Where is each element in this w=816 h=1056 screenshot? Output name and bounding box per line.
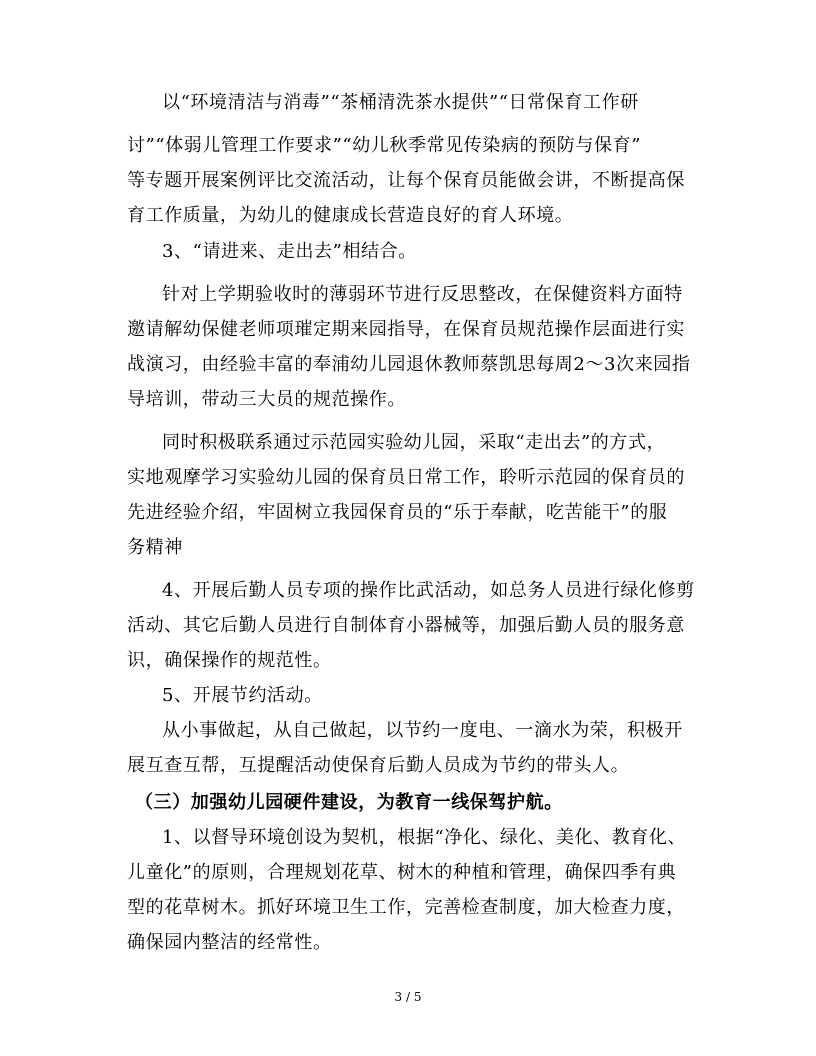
paragraph-line: 从小事做起，从自己做起，以节约一度电、一滴水为荣，积极开 (162, 720, 683, 741)
paragraph-line: 战演习，由经验丰富的奉浦幼儿园退休教师蔡凯思每周2～3次来园指 (127, 354, 691, 375)
paragraph-line: 5、开展节约活动。 (162, 685, 323, 706)
paragraph-line: 导培训，带动三大员的规范操作。 (127, 389, 406, 410)
paragraph-line: 以“环境清洁与消毒”“茶桶清洗茶水提供”“日常保育工作研 (162, 92, 639, 113)
paragraph-line: 等专题开展案例评比交流活动，让每个保育员能做会讲，不断提高保 (127, 170, 685, 191)
paragraph-line: 先进经验介绍，牢固树立我园保育员的“乐于奉献，吃苦能干”的服 (127, 502, 668, 523)
paragraph-line: 务精神 (127, 537, 183, 558)
paragraph-line: 识，确保操作的规范性。 (127, 650, 332, 671)
paragraph-line: 育工作质量，为幼儿的健康成长营造良好的育人环境。 (127, 205, 574, 226)
paragraph-line: 实地观摩学习实验幼儿园的保育员日常工作，聆听示范园的保育员的 (127, 467, 685, 488)
heading-line: （三）加强幼儿园硬件建设，为教育一线保驾护航。 (135, 792, 563, 813)
page-number: 3 / 5 (394, 990, 422, 1004)
paragraph-line: 确保园内整洁的经常性。 (127, 932, 332, 953)
paragraph-line: 4、开展后勤人员专项的操作比武活动，如总务人员进行绿化修剪 (162, 580, 695, 601)
paragraph-line: 儿童化”的原则，合理规划花草、树木的种植和管理，确保四季有典 (127, 862, 677, 883)
paragraph-line: 展互查互帮，互提醒活动使保育后勤人员成为节约的带头人。 (127, 755, 630, 776)
paragraph-line: 3、“请进来、走出去”相结合。 (162, 241, 417, 262)
paragraph-line: 讨”“体弱儿管理工作要求”“幼儿秋季常见传染病的预防与保育” (127, 135, 642, 156)
paragraph-line: 邀请解幼保健老师项璀定期来园指导，在保育员规范操作层面进行实 (127, 319, 685, 340)
paragraph-line: 同时积极联系通过示范园实验幼儿园，采取“走出去”的方式， (162, 432, 666, 453)
paragraph-line: 型的花草树木。抓好环境卫生工作，完善检查制度，加大检查力度， (127, 897, 685, 918)
paragraph-line: 1、以督导环境创设为契机，根据“净化、绿化、美化、教育化、 (162, 827, 687, 848)
paragraph-line: 活动、其它后勤人员进行自制体育小器械等，加强后勤人员的服务意 (127, 615, 685, 636)
paragraph-line: 针对上学期验收时的薄弱环节进行反思整改，在保健资料方面特 (162, 284, 683, 305)
